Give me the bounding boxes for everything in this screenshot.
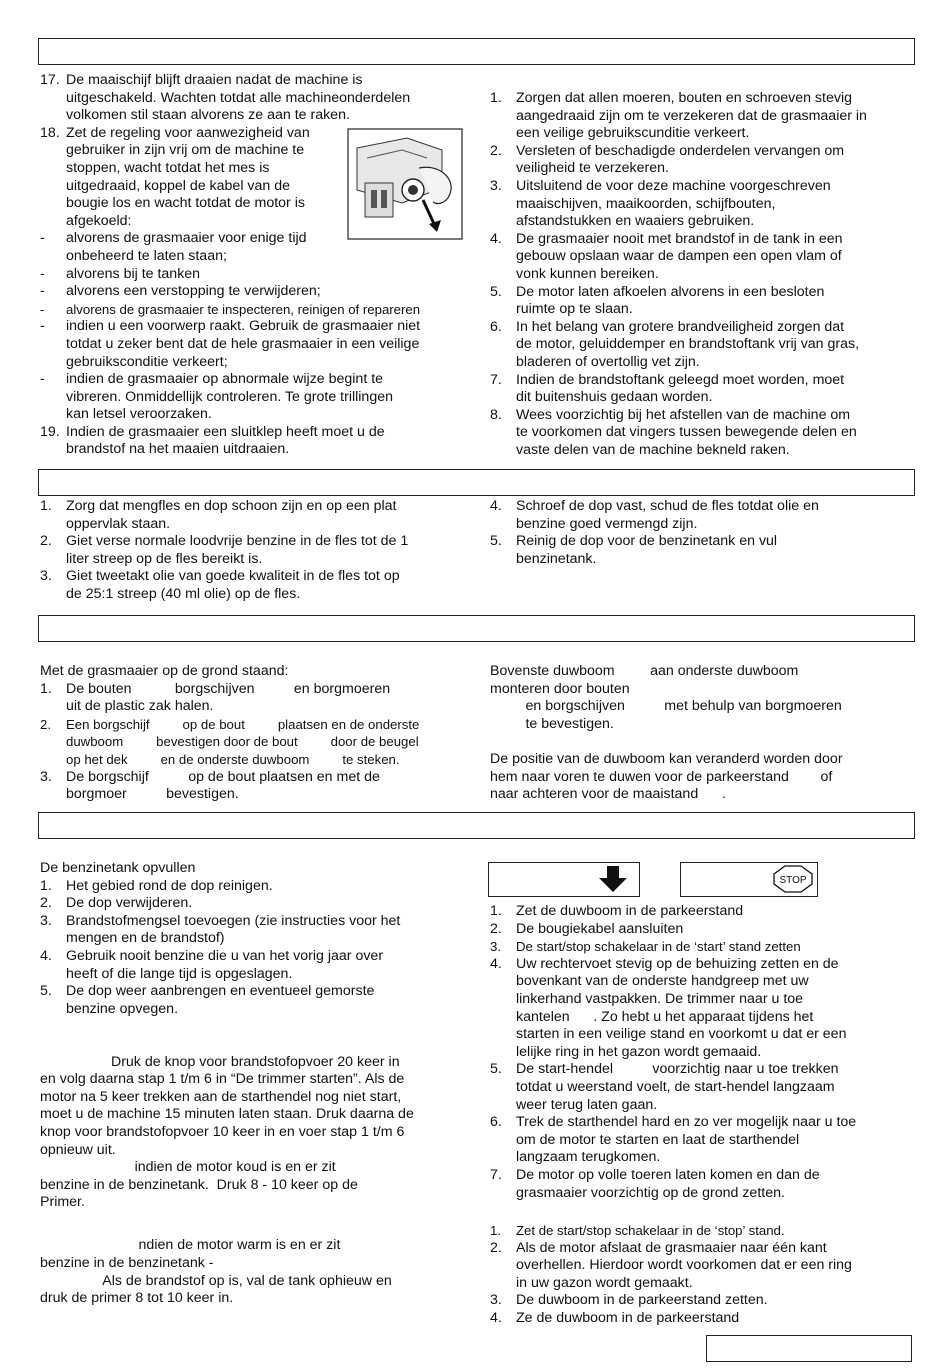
list-item-continuation: onbeheerd te laten staan;: [66, 247, 227, 264]
list-item: [490, 284, 915, 302]
list-item-continuation: totdat u weerstand voelt, de start-hendel langzaam: [516, 1078, 835, 1095]
list-item-text: Zet de start/stop schakelaar in de ‘stop’ stand.: [516, 1223, 785, 1238]
primer-instructions-line: en volg daarna stap 1 t/m 6 in “De trimmer starten”. Als de: [40, 1071, 405, 1088]
list-item-text: alvorens de grasmaaier te inspecteren, reinigen of repareren: [66, 301, 421, 317]
list-item-number: 6.: [490, 318, 502, 335]
list-item: [490, 143, 915, 161]
safety-right-column: [490, 90, 915, 459]
list-item-number: 17.: [40, 72, 60, 88]
list-item-number: 2.: [40, 533, 52, 550]
mower-engine-illustration: [347, 128, 463, 240]
fuel-mixing-left-column: [40, 498, 480, 604]
list-item-continuation: een veilige gebruikscunditie verkeert.: [516, 125, 750, 142]
list-item-text: Gebruik nooit benzine die u van het vorig jaar over: [66, 947, 384, 964]
list-item-text: indien u een voorwerp raakt. Gebruik de grasmaaier niet: [66, 318, 421, 335]
list-item: [40, 301, 480, 319]
fuel-mixing-right-column: [490, 498, 915, 568]
warm-start-line: benzine in de benzinetank -: [40, 1255, 214, 1272]
list-item-number: 5.: [490, 283, 502, 300]
primer-instructions-line: knop voor brandstofopvoer 10 keer in en voer stap 1 t/m 6: [40, 1123, 405, 1140]
list-item-text: De grasmaaier nooit met brandstof in de tank in een: [516, 230, 843, 247]
list-item-continuation: linkerhand vastpakken. De trimmer naar u toe: [516, 990, 804, 1007]
list-item: [40, 878, 480, 896]
list-item-continuation: brandstof na het maaien uitdraaien.: [66, 441, 290, 458]
list-item-text: De motor laten afkoelen alvorens in een besloten: [516, 283, 825, 300]
cold-start-line: Primer.: [40, 1194, 85, 1211]
list-item: [40, 983, 480, 1001]
list-item-number: 2.: [490, 142, 502, 159]
list-item: [490, 231, 915, 249]
list-item-number: 3.: [490, 177, 502, 194]
list-item-number: 2.: [490, 920, 502, 937]
list-item-continuation: grasmaaier voorzichtig op de grond zetten.: [516, 1184, 785, 1201]
list-item-continuation: mengen en de brandstof): [66, 930, 225, 947]
warm-start-line: ndien de motor warm is en er zit: [40, 1237, 341, 1254]
list-item-text: Uitsluitend de voor deze machine voorgeschreven: [516, 177, 831, 194]
list-item-text: Als de motor afslaat de grasmaaier naar één kant: [516, 1239, 827, 1256]
list-item-text: Trek de starthendel hard en zo ver mogelijk naar u toe: [516, 1114, 857, 1131]
list-item-number: 3.: [40, 768, 52, 785]
list-item: [490, 956, 915, 974]
assembly-text-line: naar achteren voor de maaistand .: [490, 786, 726, 803]
list-item: [40, 371, 480, 389]
list-item-continuation: duwboom bevestigen door de bout door de beugel: [66, 734, 419, 750]
list-item-number: 1.: [490, 90, 502, 106]
assembly-text-line: hem naar voren te duwen voor de parkeerstand of: [490, 768, 833, 785]
list-item-text: alvorens een verstopping te verwijderen;: [66, 283, 321, 300]
list-item-text: Indien de brandstoftank geleegd moet worden, moet: [516, 371, 845, 388]
list-item-text: indien de grasmaaier op abnormale wijze begint te: [66, 371, 384, 388]
assembly-left-column: [40, 663, 480, 804]
list-item-continuation: stoppen, wacht totdat het mes is: [66, 159, 270, 176]
list-item-text: De bouten borgschijven en borgmoeren: [66, 680, 391, 697]
list-item-text: alvorens bij te tanken: [66, 265, 201, 282]
list-item-number: 8.: [490, 406, 502, 423]
list-item-continuation: gebouw opslaan waar de dampen een open vlam of: [516, 248, 842, 265]
page-footer-box: [706, 1335, 912, 1362]
list-item: [490, 90, 915, 108]
fuel-tank-heading: De benzinetank opvullen: [40, 860, 196, 876]
stopping-steps: [490, 1222, 915, 1328]
list-item: [40, 913, 480, 931]
list-item-continuation: te voorkomen dat vingers tussen bewegende delen en: [516, 424, 857, 441]
list-item-continuation: heeft of die lange tijd is opgeslagen.: [66, 965, 293, 982]
list-item-text: Schroef de dop vast, schud de fles totdat olie en: [516, 498, 819, 514]
list-item-number: 4.: [490, 498, 502, 514]
list-item: [490, 498, 915, 516]
list-item-continuation: liter streep op de fles bereikt is.: [66, 550, 263, 567]
list-item-number: 2.: [40, 716, 51, 732]
list-item-number: 19.: [40, 423, 60, 440]
list-item-number: 4.: [490, 1309, 502, 1326]
list-item-number: 5.: [490, 1061, 502, 1078]
assembly-text-line: monteren door bouten: [490, 680, 630, 697]
list-item-continuation: borgmoer bevestigen.: [66, 786, 239, 803]
operation-left-column: [40, 860, 480, 1308]
list-item-number: 3.: [490, 1292, 502, 1309]
list-item-continuation: bovenkant van de onderste handgreep met uw: [516, 973, 809, 990]
list-item: [490, 938, 915, 956]
list-item-number: 3.: [40, 568, 52, 585]
list-item-continuation: kan letsel veroorzaken.: [66, 406, 212, 423]
section-header-assembly: [38, 615, 915, 642]
list-item: [40, 318, 480, 336]
list-item: [490, 1222, 915, 1240]
list-item-number: -: [40, 265, 45, 282]
list-item: [40, 424, 480, 442]
list-item-continuation: gebruiksconditie verkeert;: [66, 353, 228, 370]
assembly-text-line: en borgschijven met behulp van borgmoeren: [490, 698, 842, 715]
list-item-number: -: [40, 371, 45, 388]
list-item-number: 1.: [490, 1223, 501, 1238]
list-item: [40, 72, 480, 90]
list-item: [40, 568, 480, 586]
list-item-text: Versleten of beschadigde onderdelen vervangen om: [516, 142, 845, 159]
section-header-safety: [38, 38, 915, 65]
list-item-continuation: maaischijven, maaikoorden, schijfbouten,: [516, 195, 776, 212]
list-item-number: 7.: [490, 1166, 502, 1183]
list-item: [490, 372, 915, 390]
list-item-number: -: [40, 301, 45, 317]
list-item-text: alvorens de grasmaaier voor enige tijd: [66, 230, 307, 247]
list-item-number: 4.: [490, 955, 502, 972]
list-item-text: Reinig de dop voor de benzinetank en vul: [516, 533, 778, 550]
icon-box-stop: [680, 862, 818, 897]
cold-start-line: benzine in de benzinetank. Druk 8 - 10 keer op de: [40, 1176, 358, 1193]
warm-start-line: Als de brandstof op is, val de tank ophieuw en: [40, 1272, 392, 1289]
assembly-right-column: [490, 663, 915, 804]
list-item-text: Zet de duwboom in de parkeerstand: [516, 903, 744, 919]
list-item-continuation: gebruiker in zijn vrij om de machine te: [66, 142, 305, 159]
list-item-continuation: totdat u zeker bent dat de hele grasmaaier in een veilige: [66, 335, 420, 352]
list-item-text: De dop verwijderen.: [66, 895, 193, 912]
list-item-continuation: volkomen stil staan alvorens ze aan te raken.: [66, 107, 350, 124]
list-item-text: Wees voorzichtig bij het afstellen van de machine om: [516, 406, 851, 423]
list-item-continuation: bougie los en wacht totdat de motor is: [66, 195, 305, 212]
list-item: [40, 895, 480, 913]
list-item-continuation: dit buitenshuis gedaan worden.: [516, 389, 713, 406]
list-item-text: Zet de regeling voor aanwezigheid van: [66, 124, 310, 141]
list-item-number: 4.: [490, 230, 502, 247]
list-item-text: De maaischijf blijft draaien nadat de machine is: [66, 72, 363, 88]
list-item-continuation: veiligheid te verzekeren.: [516, 160, 669, 177]
list-item-continuation: bladeren of overtollig vet zijn.: [516, 353, 700, 370]
list-item-continuation: kantelen . Zo hebt u het apparaat tijdens het: [516, 1008, 814, 1025]
down-arrow-icon: [596, 864, 630, 894]
list-item-continuation: benzine goed vermengd zijn.: [516, 515, 698, 532]
cold-start-line: indien de motor koud is en er zit: [40, 1159, 336, 1176]
list-item-text: De bougiekabel aansluiten: [516, 920, 684, 937]
list-item: [490, 921, 915, 939]
list-item: [490, 1061, 915, 1079]
list-item-number: 1.: [40, 877, 52, 894]
starting-steps: [490, 903, 915, 1202]
list-item-number: 7.: [490, 371, 502, 388]
list-item: [40, 716, 480, 734]
list-item: [40, 681, 480, 699]
list-item: [490, 533, 915, 551]
list-item-number: 3.: [40, 912, 52, 929]
list-item-continuation: de 25:1 streep (40 ml olie) op de fles.: [66, 585, 301, 602]
list-item: [40, 266, 480, 284]
list-item-continuation: de motor, geluiddemper en brandstoftank vrij van gras,: [516, 336, 860, 353]
list-item-continuation: afstandstukken en waaiers gebruiken.: [516, 213, 755, 230]
list-item: [40, 769, 480, 787]
list-item-continuation: starten in een veilige stand en voorkomt u dat er een: [516, 1026, 847, 1043]
list-item-text: Het gebied rond de dop reinigen.: [66, 877, 273, 894]
list-item: [490, 319, 915, 337]
list-item-text: De dop weer aanbrengen en eventueel gemorste: [66, 983, 375, 1000]
list-item-number: 1.: [40, 498, 52, 514]
list-item-continuation: aangedraaid zijn om te verzekeren dat de grasmaaier in: [516, 107, 867, 124]
assembly-text-line: De positie van de duwboom kan veranderd worden door: [490, 750, 843, 767]
primer-instructions-line: Druk de knop voor brandstofopvoer 20 keer in: [40, 1053, 400, 1070]
list-item: [40, 948, 480, 966]
list-item: [490, 1114, 915, 1132]
icon-box-down-arrow: [488, 862, 640, 897]
list-item-number: -: [40, 318, 45, 335]
list-item: [490, 1292, 915, 1310]
list-item: [490, 1240, 915, 1258]
list-item-continuation: om de motor te starten en laat de starthendel: [516, 1131, 800, 1148]
list-item-number: 5.: [40, 983, 52, 1000]
list-item-number: 4.: [40, 947, 52, 964]
assembly-text-line: te bevestigen.: [490, 715, 614, 732]
list-item: [490, 178, 915, 196]
section-header-operation: [38, 812, 915, 839]
list-item-continuation: vonk kunnen bereiken.: [516, 265, 659, 282]
list-item-text: Een borgschijf op de bout plaatsen en de onderste: [66, 716, 420, 732]
list-item-continuation: benzinetank.: [516, 550, 597, 567]
list-item-text: Zorg dat mengfles en dop schoon zijn en op een plat: [66, 498, 397, 514]
stop-sign-label: STOP: [779, 875, 807, 886]
stop-sign-icon: [771, 864, 815, 894]
list-item-number: -: [40, 283, 45, 300]
list-item-continuation: overhellen. Hierdoor wordt voorkomen dat er een ring: [516, 1257, 852, 1274]
list-item-text: De motor op volle toeren laten komen en dan de: [516, 1166, 820, 1183]
assembly-text-line: [490, 733, 915, 751]
list-item-text: Giet tweetakt olie van goede kwaliteit in de fles tot op: [66, 568, 400, 585]
list-item-continuation: in uw gazon wordt gemaakt.: [516, 1274, 693, 1291]
list-item-continuation: uitgeschakeld. Wachten totdat alle machineonderdelen: [66, 89, 411, 106]
list-item-text: Ze de duwboom in de parkeerstand: [516, 1309, 740, 1326]
list-item-text: De start/stop schakelaar in de ‘start’ stand zetten: [516, 939, 801, 955]
list-item: [40, 533, 480, 551]
assembly-text-line: Bovenste duwboom aan onderste duwboom: [490, 663, 799, 679]
primer-instructions-line: moet u de machine 15 minuten laten staan. Druk daarna de: [40, 1106, 414, 1123]
list-item-continuation: oppervlak staan.: [66, 515, 171, 532]
list-item-text: De duwboom in de parkeerstand zetten.: [516, 1292, 768, 1309]
section-header-fuel-mixing: [38, 469, 915, 496]
list-item-continuation: lelijke ring in het gazon wordt gemaaid.: [516, 1043, 762, 1060]
warm-start-line: druk de primer 8 tot 10 keer in.: [40, 1290, 234, 1307]
list-item-number: 5.: [490, 533, 502, 550]
assembly-intro: Met de grasmaaier op de grond staand:: [40, 663, 289, 679]
list-item-text: Uw rechtervoet stevig op de behuizing zetten en de: [516, 955, 839, 972]
list-item-continuation: benzine opvegen.: [66, 1000, 179, 1017]
list-item-continuation: langzaam terugkomen.: [516, 1149, 661, 1166]
list-item: [490, 1167, 915, 1185]
list-item-number: 2.: [40, 895, 52, 912]
list-item-continuation: vaste delen van de machine bekneld raken.: [516, 441, 790, 458]
list-item-continuation: ruimte op te slaan.: [516, 301, 633, 318]
list-item: [40, 498, 480, 516]
list-item-continuation: uit de plastic zak halen.: [66, 698, 214, 715]
list-item-number: 3.: [490, 939, 501, 955]
list-item-number: 1.: [40, 680, 52, 697]
list-item: [490, 407, 915, 425]
list-item-number: 2.: [490, 1239, 502, 1256]
list-item-text: De start-hendel voorzichtig naar u toe trekken: [516, 1061, 839, 1078]
primer-instructions-line: motor na 5 keer trekken aan de starthendel nog niet start,: [40, 1088, 402, 1105]
list-item-continuation: afgekoeld:: [66, 212, 132, 229]
list-item-text: De borgschijf op de bout plaatsen en met de: [66, 768, 380, 785]
list-item-text: Brandstofmengsel toevoegen (zie instructies voor het: [66, 912, 401, 929]
list-item-number: 18.: [40, 124, 60, 141]
list-item-continuation: weer terug laten gaan.: [516, 1096, 658, 1113]
list-item-number: 1.: [490, 903, 502, 919]
list-item-continuation: uitgedraaid, koppel de kabel van de: [66, 177, 291, 194]
list-item: [490, 903, 915, 921]
list-item: [490, 1310, 915, 1328]
list-item-number: 6.: [490, 1114, 502, 1131]
list-item-continuation: op het dek en de onderste duwboom te steken.: [66, 751, 400, 767]
list-item: [40, 283, 480, 301]
list-item-text: Giet verse normale loodvrije benzine in de fles tot de 1: [66, 533, 409, 550]
primer-instructions-line: opnieuw uit.: [40, 1141, 116, 1158]
list-item-text: Zorgen dat allen moeren, bouten en schroeven stevig: [516, 90, 852, 106]
list-item-text: Indien de grasmaaier een sluitklep heeft moet u de: [66, 423, 385, 440]
list-item-number: -: [40, 230, 45, 247]
list-item-continuation: vibreren. Onmiddellijk controleren. Te grote trillingen: [66, 388, 393, 405]
list-item-text: In het belang van grotere brandveiligheid zorgen dat: [516, 318, 845, 335]
